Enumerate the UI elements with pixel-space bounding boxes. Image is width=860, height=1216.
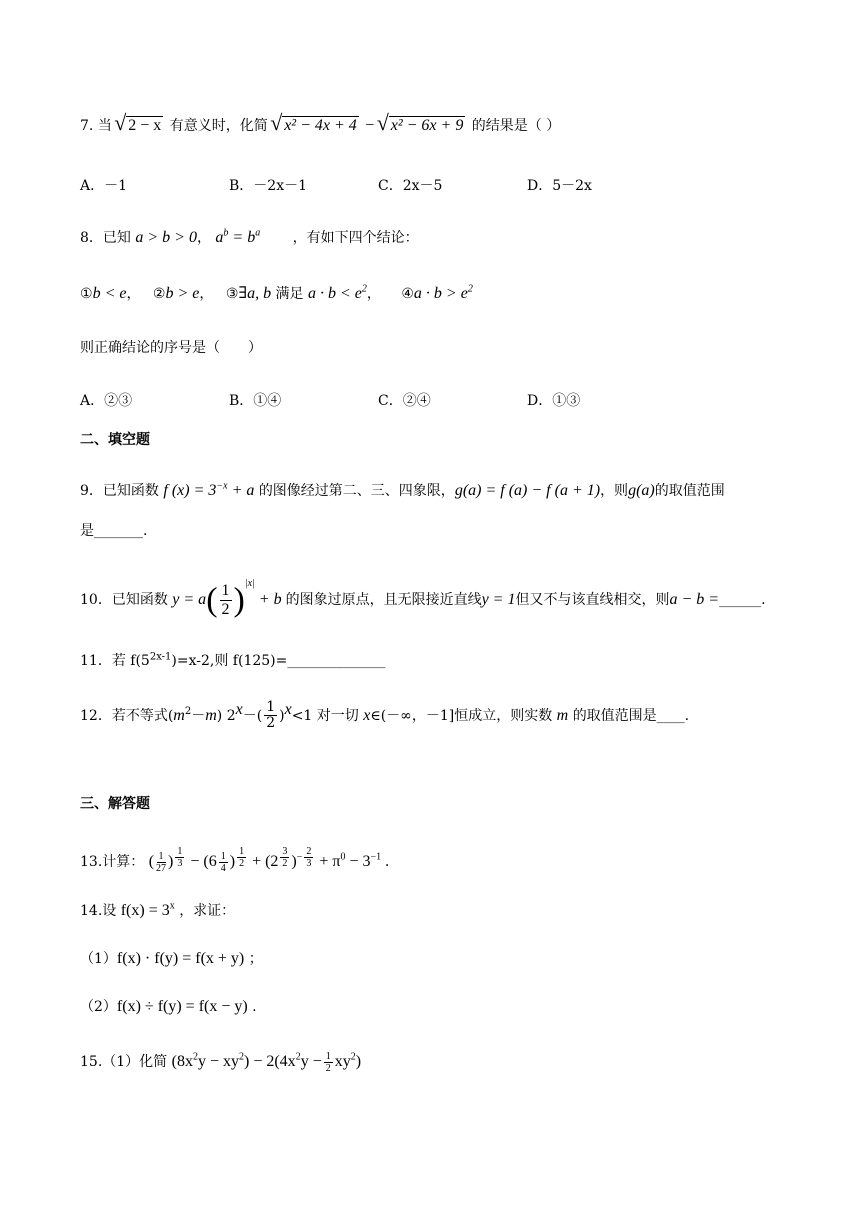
q14-part-1: （1）f(x) · f(y) = f(x + y) ； xyxy=(80,950,263,967)
q8-conclusion-3-exists: ∃a, b xyxy=(238,285,272,302)
q7-minus: − xyxy=(365,117,375,134)
q11-blank[interactable]: )=x-2,则 f(125)=______________ xyxy=(171,653,386,669)
q8-conclusion-3: $a \cdot b < e^2$ xyxy=(308,283,367,302)
q8-condition-2: $a^b = b^a$ xyxy=(215,227,261,246)
q8-text-2: ，有如下四个结论： xyxy=(292,230,419,246)
q7-option-d[interactable]: D．5－2x xyxy=(527,178,592,194)
q7-text-2: 有意义时，化简 xyxy=(169,118,268,134)
q8-option-c[interactable]: C．②④ xyxy=(378,393,431,409)
q8-conclusion-4: $a \cdot b > e^2$ xyxy=(413,283,473,302)
q8-option-b[interactable]: B．①④ xyxy=(229,393,282,409)
question-14: 14.设 $f(x) = 3^x$ ，求证： xyxy=(80,900,236,919)
q7-text-1: 当 xyxy=(97,118,112,134)
question-8: 8．已知 a > b > 0， $a^b = b^a$ ，有如下四个结论： xyxy=(80,227,419,246)
q8-conclusions: ①b < e， ②b > e， ③∃a, b 满足 $a \cdot b < e^2$， ④a · $b > e^2$ xyxy=(80,283,473,302)
question-9: 9．已知函数 f $(x) = 3^{-x} + a$ 的图像经过第二、三、四象限，g(a) = f (a) − f (a + 1)，则g(a)的取值范围 xyxy=(80,480,725,499)
q7-sqrt-3: √ x² − 6x + 9 xyxy=(379,118,466,134)
q10-a-minus-b: a − b = xyxy=(669,590,720,608)
q8-text-1: 已知 xyxy=(102,230,131,246)
q7-option-c[interactable]: C．2x－5 xyxy=(378,178,443,194)
question-7 xyxy=(80,118,560,134)
q9-function-g: g(a) = f (a) − f (a + 1) xyxy=(454,482,601,499)
question-11: 11．若 $f(5^{2x-1})=x-2$,则 f(125)=______________ xyxy=(80,651,386,669)
q8-prompt: 则正确结论的序号是（ ） xyxy=(80,340,262,356)
q8-option-d[interactable]: D．①③ xyxy=(527,393,581,409)
question-15: 15.（1）化简 $(8x^2y - xy^2) - 2(4x^2y$ − $\frac{1}{2}$ $xy^2$) xyxy=(80,1051,362,1074)
q8-option-a[interactable]: A．②③ xyxy=(80,393,133,409)
q13-expression: ( $\frac{1}{27}$ ) $^{\frac{1}{3}}$ − (6 $\frac{1}{4}$ ) $^{\frac{1}{2}}$ + (2 $^{\frac{3}{2}}$ )$^{- \frac{2}{3}}$ + $\pi^0 - 3^{-1}$ . xyxy=(148,846,390,874)
q10-line: y = 1 xyxy=(481,590,516,608)
q7-option-b[interactable]: B．－2x－1 xyxy=(229,178,308,194)
q8-conclusion-2: b > e xyxy=(165,285,200,302)
q9-answer-line[interactable]: 是_______. xyxy=(80,523,148,539)
q9-function-f: f $(x) = 3^{-x} + a$ xyxy=(163,480,255,499)
q7-number: 7. xyxy=(80,118,94,134)
q15-expression: $(8x^2y - xy^2) - 2(4x^2y$ − $\frac{1}{2}$ $xy^2$) xyxy=(171,1051,362,1074)
q9-g-of-a: g(a) xyxy=(628,482,655,499)
question-10: 10．已知函数 y = a( $\frac{1}{2}$ )$^{|x|}$ + b 的图象过原点，且无限接近直线y = 1但又不与该直线相交，则a − b =______. xyxy=(80,577,766,619)
question-13: 13.计算： ( $\frac{1}{27}$ ) $^{\frac{1}{3}}$ − (6 $\frac{1}{4}$ ) $^{\frac{1}{2}}$ + (2 $^{\frac{3}{2}}$ )$^{- \frac{2}{3}}$ + $\pi^0 - 3^{-1}$ . xyxy=(80,846,390,874)
q8-condition-1: a > b > 0 xyxy=(135,229,197,246)
q12-blank[interactable]: 的取值范围是____. xyxy=(572,707,690,724)
q8-conclusion-1: b < e xyxy=(92,285,127,302)
q14-function: $f(x) = 3^x$ xyxy=(120,900,175,919)
q7-text-3: 的结果是（ ） xyxy=(471,118,561,134)
question-12: 12．若不等式$(m^2-m)$ $2^x-$( $\frac{1}{2}$ )$^x$<1 对一切 x∈(－∞，－1]恒成立，则实数 m 的取值范围是____. xyxy=(80,699,690,732)
section-heading-fill-in: 二、填空题 xyxy=(80,432,150,448)
q8-number: 8． xyxy=(80,230,103,246)
q10-blank[interactable]: ______. xyxy=(719,591,766,608)
q14-part-2: （2）f(x) ÷ f(y) = f(x − y) . xyxy=(80,998,257,1015)
q7-sqrt-2: √ x² − 4x + 4 xyxy=(272,118,359,134)
section-heading-answer: 三、解答题 xyxy=(80,796,150,812)
q10-function: y = a( $\frac{1}{2}$ )$^{|x|}$ + b xyxy=(172,577,282,619)
q7-sqrt-1: √ 2 − x xyxy=(116,118,163,134)
q7-option-a[interactable]: A．－1 xyxy=(80,178,128,194)
